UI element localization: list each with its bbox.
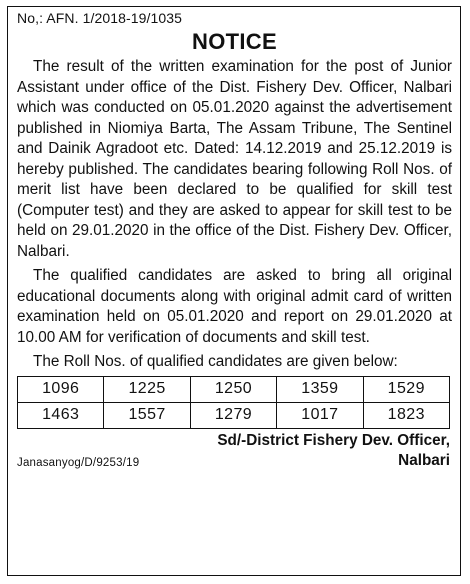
office-location: Nalbari xyxy=(398,451,450,469)
roll-number-cell: 1250 xyxy=(190,376,276,402)
roll-number-cell: 1225 xyxy=(104,376,190,402)
table-row xyxy=(18,376,450,402)
notice-paragraph-result: The result of the written examination for the post of Junior Assistant under office of the Dist. Fishery Dev. Officer, Nalbari which was conducted on 05.01.2020 against the advertisement published in Niomiya Barta, The Assam Tribune, The Sentinel and Dainik Agradoot etc. Dated: 14.12.2019 and 25.12.2019 is hereby published. The candidates bearing following Roll Nos. of merit list have been declared to be qualified for skill test (Computer test) and they are asked to appear for skill test to be held on 29.01.2020 in the office of the Dist. Fishery Dev. Officer, Nalbari. xyxy=(17,58,452,260)
roll-number-cell: 1279 xyxy=(190,402,276,428)
signatory: Sd/-District Fishery Dev. Officer, xyxy=(217,431,450,449)
roll-number-cell: 1557 xyxy=(104,402,190,428)
roll-number-cell: 1359 xyxy=(277,376,363,402)
footer-row xyxy=(17,451,452,471)
reference-number: No,: AFN. 1/2018-19/1035 xyxy=(17,10,183,26)
roll-numbers-intro: The Roll Nos. of qualified candidates are given below: xyxy=(33,353,398,370)
roll-number-cell: 1017 xyxy=(277,402,363,428)
roll-number-cell: 1096 xyxy=(18,376,104,402)
roll-number-cell: 1823 xyxy=(363,402,449,428)
notice-box xyxy=(7,6,461,576)
memo-number: Janasanyog/D/9253/19 xyxy=(17,456,140,469)
roll-number-cell: 1529 xyxy=(363,376,449,402)
roll-numbers-table xyxy=(17,376,450,429)
notice-title: NOTICE xyxy=(192,29,277,54)
roll-number-cell: 1463 xyxy=(18,402,104,428)
notice-paragraph-documents: The qualified candidates are asked to bring all original educational documents along with original admit card of written examination held on 05.01.2020 and report on 29.01.2020 at 10.00 AM for verification of documents and skill test. xyxy=(17,267,452,346)
table-row xyxy=(18,402,450,428)
